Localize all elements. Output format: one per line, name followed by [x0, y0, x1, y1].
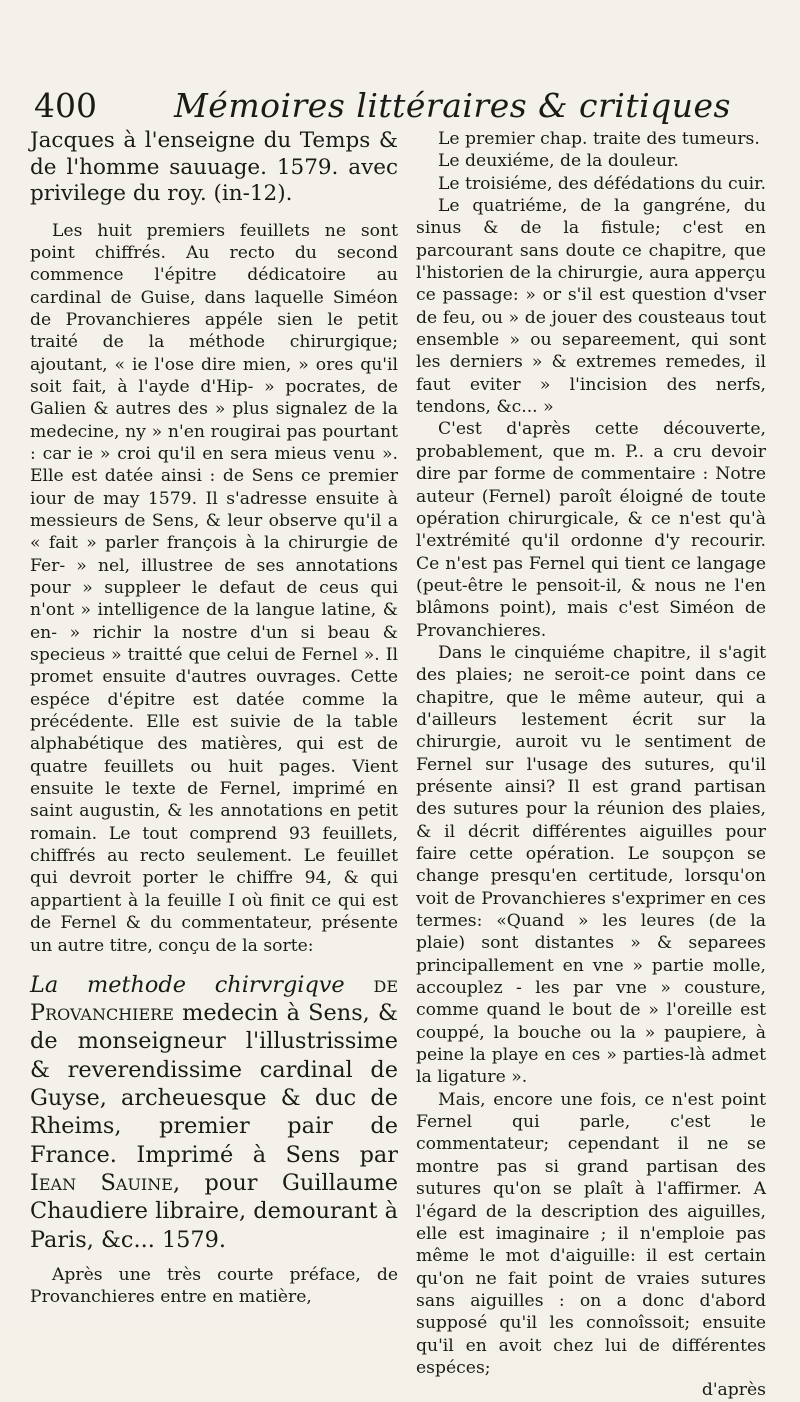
right-line-1: Le premier chap. traite des tumeurs. — [438, 129, 760, 149]
quoted-title-printer: Iean Sauine — [30, 1169, 173, 1196]
right-line-3: Le troisiéme, des défédations du cuir. — [438, 173, 766, 194]
right-paragraph-2: C'est d'après cette découverte, probablement, que m. P.. a cru devoir dire par forme de commentaire : Notre auteur (Fernel) paroît éloigné de toute opération chirurgicale, & ce n'est qu'à l'extrémité qu'il ordonne d'y recourir. Ce n'est pas Fernel qui tient ce langage (peut-être le pensoit-il, & nous ne l'en blâmons point), mais c'est Siméon de Provanchieres. — [416, 419, 766, 641]
right-paragraph-4: Mais, encore une fois, ce n'est point Fernel qui parle, c'est le commentateur; cependant il ne se montre pas si grand partisan des sutures qu'on se plaît à l'affirmer. A l'égard de la description des aiguilles, elle est imaginaire ; il n'emploie pas même le mot d'aiguille: il est certain qu'on ne fait point de vraies sutures sans aiguilles : on a donc d'abord supposé qu'il les connoîssoit; ensuite qu'il en avoit chez lui de différentes espéces; — [416, 1089, 766, 1378]
right-paragraph-3: Dans le cinquiéme chapitre, il s'agit des plaies; ne seroit-ce point dans ce chapitre, que le même auteur, qui a d'ailleurs lestement écrit sur la chirurgie, auroit vu le sentiment de Fernel sur l'usage des sutures, qu'il présente ainsi? Il est grand partisan des sutures pour la réunion des plaies, & il décrit différentes aiguilles pour faire cette opération. Le soupçon se change presqu'en certitude, lorsqu'on voit de Provanchieres s'exprimer en ces termes: «Quand » les leures (de la plaie) sont distantes » & separees principallement en vne » partie molle, accouplez - les par vne » cousture, comme quand le bout de » l'oreille est couppé, la bouche ou la » paupiere, à peine la playe en ces » parties-là admet la ligature ». — [416, 642, 766, 1088]
quoted-title-part-3: medecin à Sens, & de monseigneur l'illustrissime & reverendissime cardinal de Guyse, archeuesque & duc de Rheims, premier pair de France. Imprimé à Sens par — [30, 1000, 398, 1168]
right-column — [416, 128, 766, 1402]
running-title: Mémoires littéraires & critiques — [174, 86, 731, 125]
left-column — [30, 128, 398, 1309]
left-paragraph-1: Les huit premiers feuillets ne sont point chiffrés. Au recto du second commence l'épitre dédicatoire au cardinal de Guise, dans laquelle Siméon de Provanchieres appéle sien le petit traité de la méthode chirurgique; ajoutant, « ie l'ose dire mien, » ores qu'il soit fait, à l'ayde d'Hip- » pocrates, de Galien & autres des » plus signalez de la medecine, ny » n'en rougirai pas pourtant : car ie » croi qu'il en sera mieus venu ». Elle est datée ainsi : de Sens ce premier iour de may 1579. Il s'adresse ensuite à messieurs de Sens, & leur observe qu'il a « fait » parler françois à la chirurgie de Fer- » nel, illustree de ses annotations pour » suppleer le defaut de ceus qui n'ont » intelligence de la langue latine, & en- » richir la nostre d'un si beau & specieus » traitté que celui de Fernel ». Il promet ensuite d'autres ouvrages. Cette espéce d'épitre est datée comme la précédente. Elle est suivie de la table alphabétique des matières, qui est de quatre feuillets ou huit pages. Vient ensuite le texte de Fernel, imprimé en saint augustin, & les annotations en petit romain. Le tout comprend 93 feuillets, chiffrés au recto seulement. Le feuillet qui devroit porter le chiffre 94, & qui appartient à la feuille I où finit ce qui est de Fernel & du commentateur, présente un autre titre, conçu de la sorte: — [30, 220, 398, 956]
right-paragraph-1: Le quatriéme, de la gangréne, du sinus & de la fistule; c'est en parcourant sans doute ce chapitre, que l'historien de la chirurgie, aura apperçu ce passage: » or s'il est question d'vser de feu, ou » de jouer des cousteaus tout ensemble » ou separeement, qui sont les derniers » & extremes remedes, il faut eviter » l'incision des nerfs, tendons, &c... » — [416, 196, 766, 418]
page-header — [34, 86, 774, 126]
bleed-through-text — [30, 1278, 770, 1300]
quoted-title-part-1: La methode chirvrgiqve — [30, 971, 345, 998]
book-title-continuation: Jacques à l'enseigne du Temps & de l'homme sauuage. 1579. avec privilege du roy. (in-12). — [30, 128, 398, 206]
quoted-title-part-2: de Provanchiere — [30, 971, 398, 1027]
catchword: d'après — [701, 1380, 766, 1401]
right-line-2: Le deuxiéme, de la douleur. — [438, 151, 679, 172]
left-paragraph-2: Après une très courte préface, de Provanchieres entre en matière, — [30, 1264, 398, 1308]
quoted-title-part-5: , pour Guillaume Chaudiere libraire, demourant à Paris, &c... 1579. — [30, 1169, 398, 1253]
page-number: 400 — [34, 86, 97, 125]
quoted-book-title — [30, 971, 398, 1254]
